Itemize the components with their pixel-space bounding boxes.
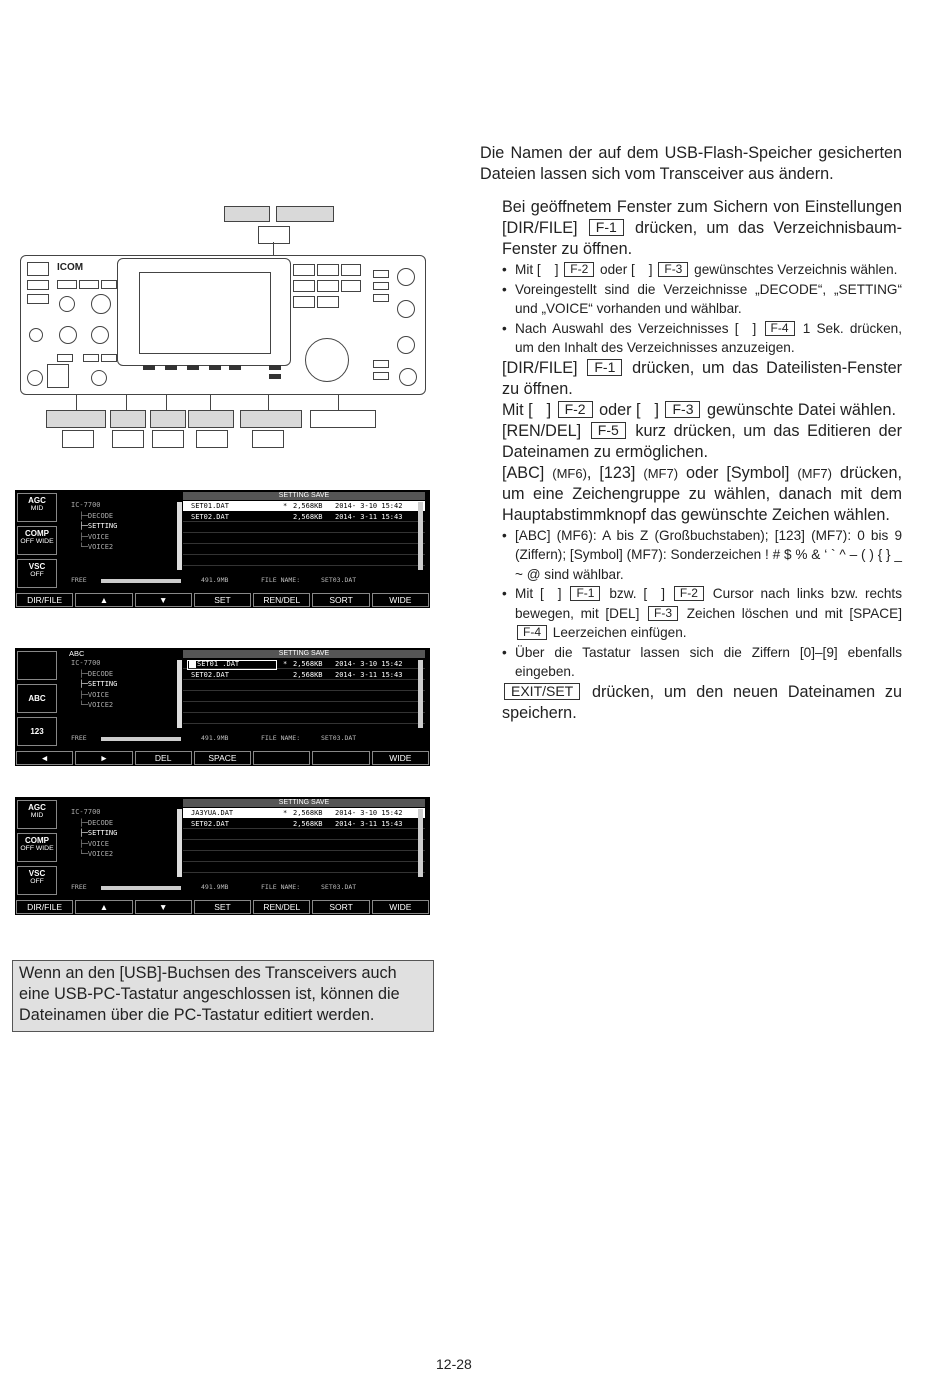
- key-f1: F-1: [570, 586, 600, 601]
- key-f1: F-1: [589, 219, 624, 236]
- transceiver-illustration: [18, 200, 428, 450]
- file-row[interactable]: SET02.DAT 2,568KB 2014- 3-11 15:43: [191, 671, 403, 679]
- screen-title: SETTING SAVE: [183, 650, 425, 658]
- file-row[interactable]: SET02.DAT 2,568KB 2014- 3-11 15:43: [191, 820, 403, 828]
- key-f2: F-2: [564, 262, 594, 277]
- key-f4: F-4: [765, 321, 795, 336]
- file-row[interactable]: SET02.DAT 2,568KB 2014- 3-11 15:43: [191, 513, 403, 521]
- step-3: Mit [ ] F-2 oder [ ] F-3 gewünschte Datei wählen.: [502, 400, 896, 419]
- side-key-vsc[interactable]: VSC OFF: [17, 559, 57, 588]
- free-space: FREE 491.9MB FILE NAME: SET03.DAT: [71, 883, 357, 891]
- bullet-default-directories: • Voreingestellt sind die Verzeichnisse „DECODE“, „SETTING“ und „VOICE“ vorhanden und wählbar.: [502, 280, 902, 319]
- function-keys: [15, 900, 430, 914]
- step-4: [REN/DEL] F-5 kurz drücken, um das Editieren der Dateinamen zu ermöglichen.: [502, 421, 903, 461]
- callout-main-dial: [310, 410, 376, 428]
- fkey-ren-del[interactable]: REN/DEL: [253, 900, 310, 914]
- fkey-wide[interactable]: WIDE: [372, 900, 429, 914]
- fkey-sort[interactable]: SORT: [312, 593, 369, 607]
- callout-mf-3: [152, 430, 184, 448]
- bullet-cursor-edit: • Mit [ ] F-1 bzw. [ ] F-2 Cursor nach links bzw. rechts bewegen, mit [DEL] F-3 Zeichen löschen und mit [SPACE] F-4 Leerzeichen einfügen.: [502, 584, 902, 643]
- fkey-set[interactable]: SET: [194, 900, 251, 914]
- key-f3: F-3: [665, 401, 700, 418]
- fkey-dir-file[interactable]: DIR/FILE: [16, 593, 73, 607]
- file-row-editing[interactable]: SET01 .DAT * 2,568KB 2014- 3-10 15:42: [183, 659, 425, 669]
- side-key-comp[interactable]: COMP OFF WIDE: [17, 526, 57, 555]
- fkey-right[interactable]: ►: [75, 751, 132, 765]
- screen-rename-edit: [15, 648, 430, 766]
- fkey-space[interactable]: SPACE: [194, 751, 251, 765]
- function-keys: [15, 593, 430, 607]
- fkey-sort[interactable]: SORT: [312, 900, 369, 914]
- main-dial: [305, 338, 349, 382]
- directory-tree: IC-7700 ├─DECODE ├─SETTING ├─VOICE └─VOICE2: [71, 808, 118, 858]
- callout-f4: [188, 410, 234, 428]
- side-key-agc[interactable]: AGC MID: [17, 493, 57, 522]
- file-row[interactable]: SET01.DAT * 2,568KB 2014- 3-10 15:42: [183, 501, 425, 511]
- fkey-down[interactable]: ▼: [135, 900, 192, 914]
- callout-mf-2: [112, 430, 144, 448]
- fkey-set[interactable]: SET: [194, 593, 251, 607]
- side-key-vsc[interactable]: VSC OFF: [17, 866, 57, 895]
- fkey-down[interactable]: ▼: [135, 593, 192, 607]
- fkey-dir-file[interactable]: DIR/FILE: [16, 900, 73, 914]
- step-6: EXIT/SET drücken, um den neuen Dateinamen zu speichern.: [502, 682, 902, 722]
- bullet-character-groups: • [ABC] (MF6): A bis Z (Großbuchstaben); [123] (MF7): 0 bis 9 (Ziffern); [Symbol] (MF7): Sonderzeichen ! # $ % & ‘ ` ^ – ( ) { } _ ~ @ sind wählbar.: [502, 526, 902, 585]
- fkey-wide[interactable]: WIDE: [372, 593, 429, 607]
- callout-f2: [110, 410, 146, 428]
- function-keys: [15, 751, 430, 765]
- callout-top-left: [224, 206, 270, 222]
- side-key-abc[interactable]: ABC: [17, 684, 57, 713]
- key-f2: F-2: [558, 401, 593, 418]
- fkey-empty[interactable]: [253, 751, 310, 765]
- page-number: 12-28: [436, 1356, 472, 1372]
- directory-tree: IC-7700 ├─DECODE ├─SETTING ├─VOICE └─VOICE2: [71, 659, 118, 709]
- free-space: FREE 491.9MB FILE NAME: SET03.DAT: [71, 576, 357, 584]
- intro-text: Die Namen der auf dem USB-Flash-Speicher gesicherten Dateien lassen sich vom Transceiver aus ändern.: [480, 144, 902, 183]
- input-mode: ABC: [69, 649, 85, 658]
- key-f3: F-3: [648, 606, 678, 621]
- key-exit-set: EXIT/SET: [504, 683, 580, 700]
- radio-front-panel: [20, 255, 426, 395]
- fkey-up[interactable]: ▲: [75, 593, 132, 607]
- bullet-select-directory: • Mit [ ] F-2 oder [ ] F-3 gewünschtes Verzeichnis wählen.: [502, 260, 902, 280]
- fkey-ren-del[interactable]: REN/DEL: [253, 593, 310, 607]
- step-1: Bei geöffnetem Fenster zum Sichern von Einstellungen [DIR/FILE] F-1 drücken, um das Verzeichnisbaum-Fenster zu öffnen.: [502, 198, 903, 258]
- free-space: FREE 491.9MB FILE NAME: SET03.DAT: [71, 734, 357, 742]
- key-f5: F-5: [591, 422, 626, 439]
- note-box: Wenn an den [USB]-Buchsen des Transceivers auch eine USB-PC-Tastatur angeschlossen ist, können die Dateinamen über die PC-Tastatur editiert werden.: [12, 960, 434, 1032]
- side-key-agc[interactable]: AGC MID: [17, 800, 57, 829]
- callout-mf-4: [196, 430, 228, 448]
- file-row[interactable]: JA3YUA.DAT * 2,568KB 2014- 3-10 15:42: [183, 808, 425, 818]
- fkey-wide[interactable]: WIDE: [372, 751, 429, 765]
- screen-file-list: [15, 490, 430, 608]
- callout-mf-5: [252, 430, 284, 448]
- key-f4: F-4: [517, 625, 547, 640]
- key-f1: F-1: [587, 359, 622, 376]
- brand-logo: ICOM: [57, 262, 84, 273]
- fkey-up[interactable]: ▲: [75, 900, 132, 914]
- screen-title: SETTING SAVE: [183, 799, 425, 807]
- bullet-keyboard-digits: • Über die Tastatur lassen sich die Ziffern [0]–[9] ebenfalls eingeben.: [502, 643, 902, 682]
- display-screen: [139, 272, 271, 354]
- callout-exit-set: [258, 226, 290, 244]
- callout-top-right: [276, 206, 334, 222]
- side-key-123[interactable]: 123: [17, 717, 57, 746]
- fkey-del[interactable]: DEL: [135, 751, 192, 765]
- instructions: [480, 143, 902, 724]
- bullet-open-directory: • Nach Auswahl des Verzeichnisses [ ] F-4 1 Sek. drücken, um den Inhalt des Verzeichnisses anzuzeigen.: [502, 319, 902, 358]
- side-key-comp[interactable]: COMP OFF WIDE: [17, 833, 57, 862]
- callout-f1: [46, 410, 106, 428]
- key-f2: F-2: [674, 586, 704, 601]
- key-f3: F-3: [658, 262, 688, 277]
- callout-f5: [240, 410, 302, 428]
- screen-title: SETTING SAVE: [183, 492, 425, 500]
- fkey-empty[interactable]: [312, 751, 369, 765]
- directory-tree: IC-7700 ├─DECODE ├─SETTING ├─VOICE └─VOICE2: [71, 501, 118, 551]
- step-5: [ABC] (MF6), [123] (MF7) oder [Symbol] (MF7) drücken, um eine Zeichengruppe zu wählen, danach mit dem Hauptabstimmknopf das gewünschte Zeichen wählen.: [502, 463, 903, 524]
- callout-f3: [150, 410, 186, 428]
- callout-mf-1: [62, 430, 94, 448]
- side-key-blank[interactable]: [17, 651, 57, 680]
- step-2: [DIR/FILE] F-1 drücken, um das Dateilisten-Fenster zu öffnen.: [502, 358, 903, 398]
- fkey-left[interactable]: ◄: [16, 751, 73, 765]
- screen-renamed-file: [15, 797, 430, 915]
